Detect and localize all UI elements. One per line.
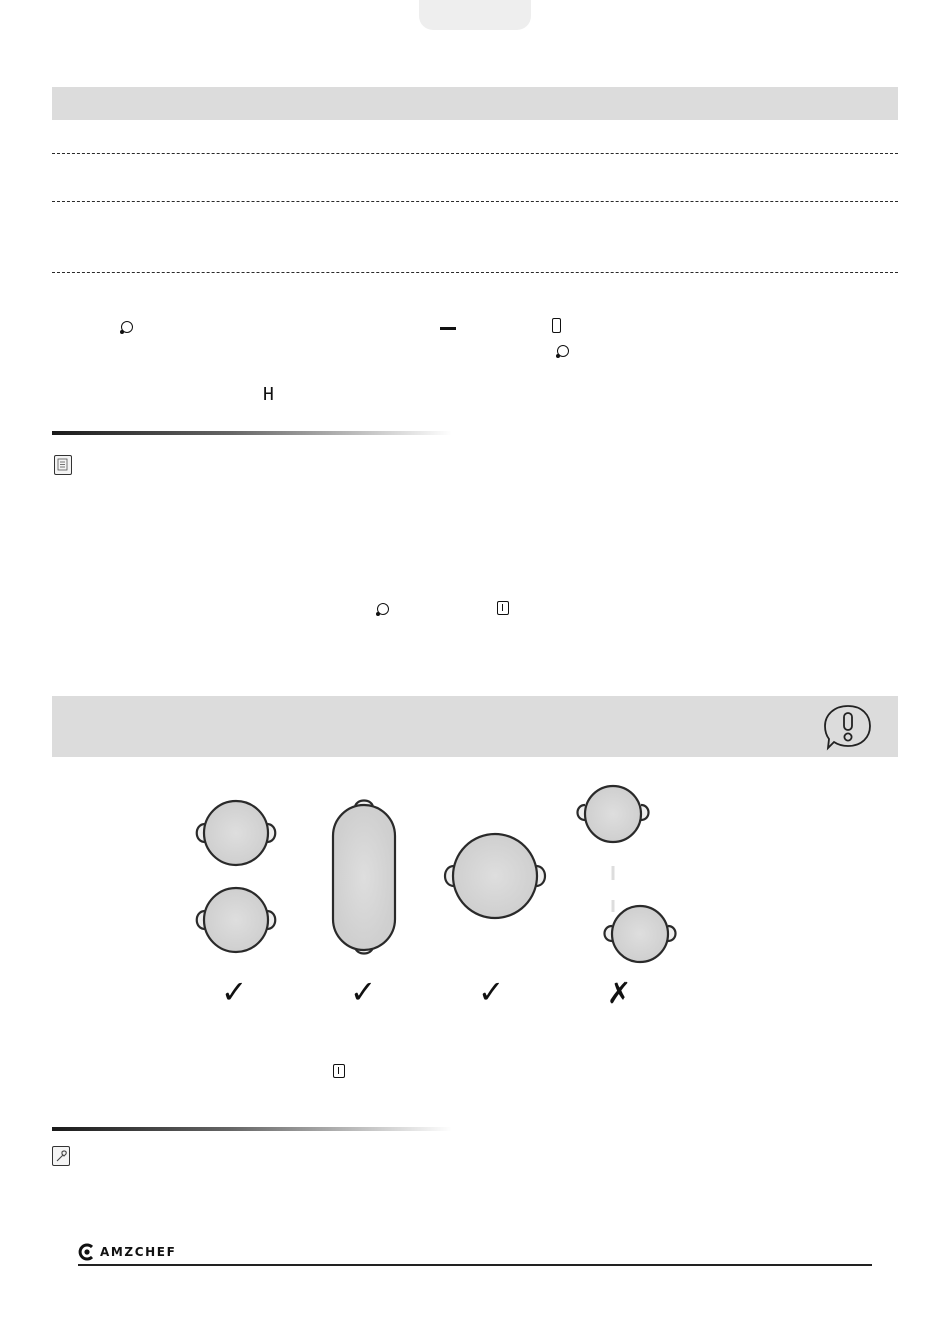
minus-symbol <box>440 327 456 330</box>
tip-wrench-icon <box>52 1146 70 1166</box>
display-zero-icon <box>552 318 561 333</box>
pan-example-two-small-pans <box>197 801 276 952</box>
dashed-divider <box>52 201 898 202</box>
power-ring-icon <box>121 321 133 333</box>
boost-key-icon <box>333 1064 345 1078</box>
check-mark: ✓ <box>352 971 374 1012</box>
h-symbol: H <box>263 384 274 405</box>
check-mark: ✓ <box>223 971 245 1012</box>
amzchef-logo-icon <box>78 1243 96 1261</box>
power-ring-icon <box>377 603 389 615</box>
page-tab <box>419 0 531 30</box>
power-ring-icon <box>557 345 569 357</box>
dashed-divider <box>52 153 898 154</box>
notice-band <box>52 696 898 757</box>
pan-example-large-round-pan <box>445 834 545 918</box>
note-icon <box>54 455 72 475</box>
boost-key-icon <box>497 601 509 615</box>
brand-name: AMZCHEF <box>100 1245 177 1259</box>
check-mark: ✓ <box>480 971 502 1012</box>
pan-example-offset-pans <box>578 786 676 962</box>
brand-logo <box>78 1243 176 1261</box>
dashed-divider <box>52 272 898 273</box>
section-header-band <box>52 87 898 120</box>
warning-speech-icon <box>822 702 874 754</box>
pan-example-oval-pan <box>333 801 395 954</box>
footer-rule <box>78 1264 872 1266</box>
cross-mark: ✗ <box>608 971 630 1012</box>
gradient-rule <box>52 431 452 435</box>
gradient-rule <box>52 1127 452 1131</box>
